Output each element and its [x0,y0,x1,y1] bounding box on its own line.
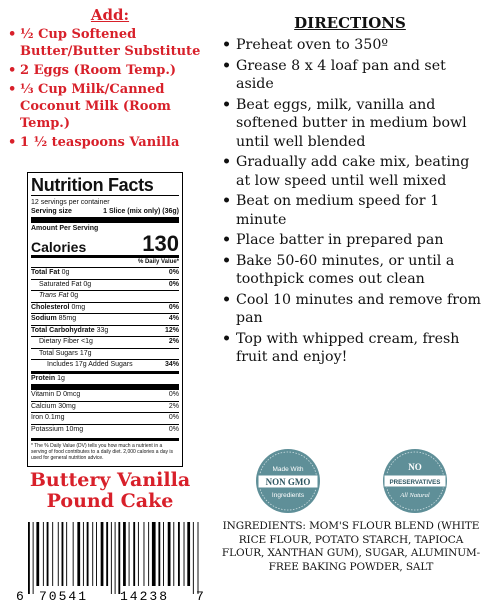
barcode-bar [52,522,53,586]
barcode-bar [168,522,171,586]
amount-per-serving: Amount Per Serving [31,225,99,232]
nutrient-pct: 0% [168,269,179,276]
micronutrient-row [31,413,179,425]
barcode-bar [133,522,135,586]
daily-value-footnote: * The % Daily Value (DV) tells you how much a nutrient in a serving of food contributes to a daily diet. 2,000 calories a day is used for general nutrition advice. [31,438,179,461]
direction-step: • Beat eggs, milk, vanilla and softened butter in medium bowl until well blended [236,96,482,152]
nutrient-label: Total Carbohydrate [31,326,95,334]
badge-pres-mid: PRESERVATIVES [389,479,441,486]
micronutrient-row [31,402,179,414]
barcode-bar [187,522,190,586]
nutrient-row [31,314,179,326]
barcode-bar [198,522,199,594]
barcode-bar [184,522,185,586]
servings-per-container: 12 servings per container [31,199,110,206]
nutrient-amount: 0mg [71,303,86,311]
barcode-bar [43,522,44,586]
nutrient-row [31,291,179,303]
nutrient-label: Total Sugars [39,349,78,357]
barcode-bar [158,522,160,586]
nutrient-amount: 17g [79,349,92,357]
nutrient-row [31,303,179,315]
barcode-bar [33,522,34,594]
calories-row [31,233,179,258]
upc-barcode [12,522,208,602]
barcode-bar [87,522,89,586]
calories-value: 130 [142,231,179,256]
add-item: • 2 Eggs (Room Temp.) [20,62,214,79]
nutrient-label: Sodium [31,315,57,322]
barcode-bar [123,522,126,586]
nutrition-facts-panel [27,172,183,467]
nutrient-label: Trans Fat [39,292,69,299]
micronutrient-pct: 0% [168,391,179,398]
nutrient-amount: 0g [61,269,70,276]
direction-step: • Gradually add cake mix, beating at low speed until well mixed [236,153,482,190]
barcode-bar [173,522,174,586]
nutrient-pct: 0% [168,280,179,288]
badge-gmo-mid: NON GMO [265,477,311,487]
nutrient-label: Saturated Fat [39,280,82,288]
add-heading: Add: [90,6,130,24]
nutrient-pct: 2% [168,338,179,345]
nutrient-row [31,360,179,374]
add-ingredients-section [6,6,214,153]
serving-size-value: 1 Slice (mix only) (36g) [103,208,179,215]
barcode-bar [73,522,74,586]
micronutrient-pct: 0% [168,414,179,421]
barcode-bar [77,522,80,586]
nutrient-label: Protein [31,374,56,382]
nutrient-amount: 0g [70,292,79,299]
badge-gmo-top: Made With [272,466,304,473]
nutrient-label: Total Fat [31,269,60,276]
nutrient-amount: 33g [96,326,109,334]
barcode-bar [129,522,130,586]
micronutrient-row [31,390,179,402]
direction-step: • Beat on medium speed for 1 minute [236,192,482,229]
barcode-bar [47,522,49,586]
directions-list [218,36,482,367]
badge-pres-bottom: All Natural [400,492,430,499]
micronutrient-label: Vitamin D 0mcg [31,391,81,398]
nutrient-pct: 12% [164,326,179,334]
badge-gmo-bottom: Ingredients [271,492,305,499]
barcode-bar [152,522,156,586]
nutrient-row [31,268,179,280]
barcode-digit-left: 6 [16,589,24,602]
barcode-digit-group-2: 14238 [120,589,170,602]
nutrient-pct: 0% [168,303,179,311]
nutrient-amount: <1g [81,338,93,345]
nutrient-pct: 4% [168,315,179,322]
barcode-digit-group-1: 70541 [39,589,89,602]
micronutrient-label: Iron 0.1mg [31,414,65,421]
serving-size-label: Serving size [31,208,72,215]
badge-pres-top: NO [408,462,422,472]
no-preservatives-badge [381,447,449,515]
product-name: Buttery Vanilla Pound Cake [29,469,191,512]
non-gmo-badge [254,447,322,515]
directions-section [218,14,482,369]
barcode-bar [111,522,112,594]
nutrient-pct: 34% [164,361,179,368]
direction-step: • Place batter in prepared pan [236,231,482,250]
barcode-bar [66,522,67,586]
direction-step: • Bake 50-60 minutes, or until a toothpick comes out clean [236,252,482,289]
nutrient-label: Includes 17g Added Sugars [47,361,133,368]
micronutrient-pct: 0% [168,425,179,433]
direction-step: • Cool 10 minutes and remove from pan [236,291,482,328]
micronutrient-label: Calcium 30mg [31,402,76,410]
barcode-bar [144,522,145,586]
barcode-bar [138,522,139,586]
add-item: • ½ Cup Softened Butter/Butter Substitute [20,26,214,60]
add-list [6,26,214,151]
micronutrient-row [31,425,179,436]
barcode-bar [83,522,84,586]
barcode-bar [62,522,64,586]
barcode-bar [101,522,104,586]
barcode-bar [28,522,30,594]
barcode-bar [36,522,39,586]
direction-step: • Preheat oven to 350º [236,36,482,55]
nutrient-row [31,374,179,391]
ingredients-text: INGREDIENTS: MOM'S FLOUR BLEND (WHITE RICE FLOUR, POTATO STARCH, TAPIOCA FLOUR, XANTHAN GUM), SUGAR, ALUMINUM-FREE BAKING POWDER, SALT [221,520,481,573]
micronutrient-pct: 2% [168,402,179,410]
add-item: • 1 ½ teaspoons Vanilla [20,134,214,151]
nutrient-row [31,326,179,338]
barcode-bar [96,522,97,586]
direction-step: • Grease 8 x 4 loaf pan and set aside [236,57,482,94]
barcode-bar [178,522,180,586]
barcode-bar [193,522,194,594]
nutrient-row [31,280,179,292]
nutrient-row [31,337,179,349]
nutrient-row [31,349,179,361]
add-item: • ⅓ Cup Milk/Canned Coconut Milk (Room Temp.) [20,81,214,132]
barcode-bar [163,522,164,586]
barcode-bar [58,522,59,586]
serving-size [31,207,179,223]
daily-value-header: % Daily Value* [31,258,179,268]
barcode-bar [115,522,116,594]
nutrient-amount: 1g [57,374,65,382]
barcode-bar [106,522,108,586]
barcode-bar [118,522,120,594]
nutrient-label: Cholesterol [31,303,70,311]
direction-step: • Top with whipped cream, fresh fruit and enjoy! [236,330,482,367]
barcode-bar [148,522,149,586]
nutrient-amount: 0g [83,280,92,288]
directions-heading: DIRECTIONS [294,14,406,32]
nutrient-amount: 85mg [58,315,77,322]
barcode-bar [92,522,93,586]
barcode-digit-right: 7 [196,589,204,602]
barcode-bars [28,522,198,594]
nutrient-label: Dietary Fiber [39,338,80,345]
nutrition-title: Nutrition Facts [31,175,179,196]
calories-label: Calories [31,239,87,255]
micronutrient-label: Potassium 10mg [31,425,84,433]
